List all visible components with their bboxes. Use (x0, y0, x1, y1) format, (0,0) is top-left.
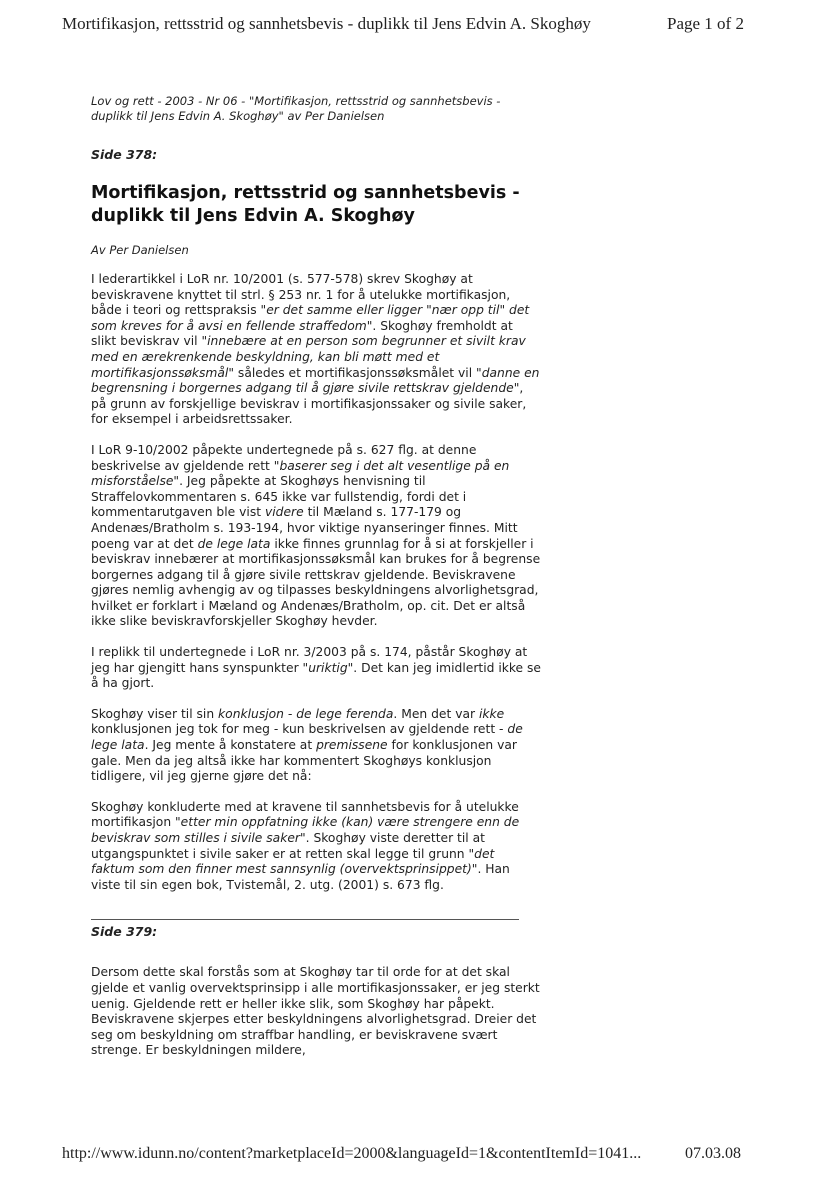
page-divider (91, 919, 519, 922)
text-run: ikke finnes grunnlag for å si at forskjeller i beviskrav innebærer at mortifikasjonssøksmål kan brukes for å begrense borgernes adgang til å gjøre sivile rettskrav gjeldende. Beviskravene gjøres nemlig avhengig av og tilpasses beskyldningens alvorlighetsgrad, hvilket er forklart i Mæland og Andenæs/Bratholm, op. cit. Det er altså ikke slike beviskravforskjeller Skoghøy hevder. (91, 536, 541, 629)
paragraph-1 (91, 272, 541, 428)
emphasis-run: de lege lata (91, 722, 523, 753)
emphasis-run: ikke (478, 706, 505, 721)
quote-run: "baserer seg i det alt vesentlige på en misforståelse" (91, 458, 510, 489)
emphasis-run: konklusjon - de lege ferenda (218, 706, 394, 721)
quote-run: "etter min oppfatning ikke (kan) være strengere enn de beviskrav som stilles i sivile saker" (91, 815, 520, 845)
source-citation-line-1: Lov og rett - 2003 - Nr 06 - "Mortifikasjon, rettsstrid og sannhetsbevis - (91, 94, 501, 108)
print-footer-date: 07.03.08 (685, 1145, 741, 1162)
text-run: således et mortifikasjonssøksmålet vil (234, 365, 477, 380)
text-run: I LoR 9-10/2002 påpekte undertegnede på s. 627 flg. at denne beskrivelse av gjeldende rett (91, 442, 477, 473)
text-run: . Skoghøy viste deretter til at utgangspunktet i sivile saker er at retten skal legge til grunn (91, 831, 485, 861)
text-run: . Skoghøy fremholdt at slikt beviskrav vil (91, 318, 513, 349)
quote-run: "uriktig" (302, 660, 354, 675)
text-run: . Det kan jeg imidlertid ikke se å ha gjort. (91, 660, 541, 691)
text-run: , på grunn av forskjellige beviskrav i mortifikasjonssaker og sivile saker, for eksempel i arbeidsrettssaker. (91, 381, 527, 427)
text-run: konklusjonen jeg tok for meg - kun beskrivelsen av gjeldende rett - (91, 722, 508, 737)
text-run: I lederartikkel i LoR nr. 10/2001 (s. 577-578) skrev Skoghøy at beviskravene knyttet til strl. § 253 nr. 1 for å utelukke mortifikasjon, både i teori og rettspraksis (91, 272, 511, 318)
article-content (91, 94, 541, 1059)
source-citation (91, 94, 541, 124)
text-run: Skoghøy viser til sin (91, 706, 219, 721)
paragraph-4 (91, 707, 541, 785)
quote-run: "er det samme eller ligger "nær opp til" det som kreves for å avsi en fellende straffedom" (91, 303, 530, 333)
print-footer-url: http://www.idunn.no/content?marketplaceId=2000&languageId=1&contentItemId=1041... (62, 1145, 642, 1162)
page-indicator: Page 1 of 2 (667, 14, 744, 33)
text-run: Skoghøy konkluderte med at kravene til sannhetsbevis for å utelukke mortifikasjon (91, 799, 519, 830)
text-run: . Jeg påpekte at Skoghøys henvisning til Straffelovkommentaren s. 645 ikke var fullstendig, fordi det i kommentarutgaven ble vist (91, 474, 467, 520)
emphasis-run: premissene (316, 738, 388, 753)
page-marker-378: Side 378: (91, 147, 158, 162)
print-header-title: Mortifikasjon, rettsstrid og sannhetsbevis - duplikk til Jens Edvin A. Skoghøy (62, 14, 591, 33)
paragraph-6: Dersom dette skal forstås som at Skoghøy tar til orde for at det skal gjelde et vanlig overvektsprinsipp i alle mortifikasjonssaker, er jeg sterkt uenig. Gjeldende rett er heller ikke slik, som Skoghøy har påpekt. Beviskravene skjerpes etter beskyldningens alvorlighetsgrad. Dreier det seg om beskyldning om straffbar handling, er beviskravene svært strenge. Er beskyldningen mildere, (91, 965, 540, 1058)
paragraph-2 (91, 443, 541, 630)
page-marker-379: Side 379: (91, 924, 158, 940)
text-run: I replikk til undertegnede i LoR nr. 3/2003 på s. 174, påstår Skoghøy at jeg har gjengitt hans synspunkter (91, 645, 528, 675)
quote-run: "det faktum som den finner mest sannsynlig (overvektsprinsippet)" (91, 846, 495, 877)
article-title: Mortifikasjon, rettsstrid og sannhetsbevis - duplikk til Jens Edvin A. Skoghøy (91, 183, 520, 226)
byline: Av Per Danielsen (91, 243, 189, 257)
quote-run: "innebære at en person som begrunner et sivilt krav med en ærekrenkende beskyldning, kan bli møtt med et mortifikasjonssøksmål" (91, 334, 526, 380)
text-run: . Han viste til sin egen bok, Tvistemål, 2. utg. (2001) s. 673 flg. (91, 862, 510, 892)
text-run: til Mæland s. 177-179 og Andenæs/Bratholm s. 193-194, hvor viktige nyanseringer finnes. Mitt poeng var at det (91, 505, 518, 551)
text-run: . Jeg mente å konstatere at (144, 738, 317, 753)
text-run: . Men det var (393, 706, 479, 721)
text-run: for konklusjonen var gale. Men da jeg altså ikke har kommentert Skoghøys konklusjon tidligere, vil jeg gjerne gjøre det nå: (91, 738, 517, 784)
quote-run: "danne en begrensning i borgernes adgang til å gjøre sivile rettskrav gjeldende" (91, 365, 540, 396)
emphasis-run: videre (264, 505, 304, 520)
emphasis-run: de lege lata (197, 536, 271, 551)
paragraph-5 (91, 800, 541, 894)
paragraph-3 (91, 645, 541, 692)
source-citation-line-2: duplikk til Jens Edvin A. Skoghøy" av Per Danielsen (91, 109, 385, 123)
